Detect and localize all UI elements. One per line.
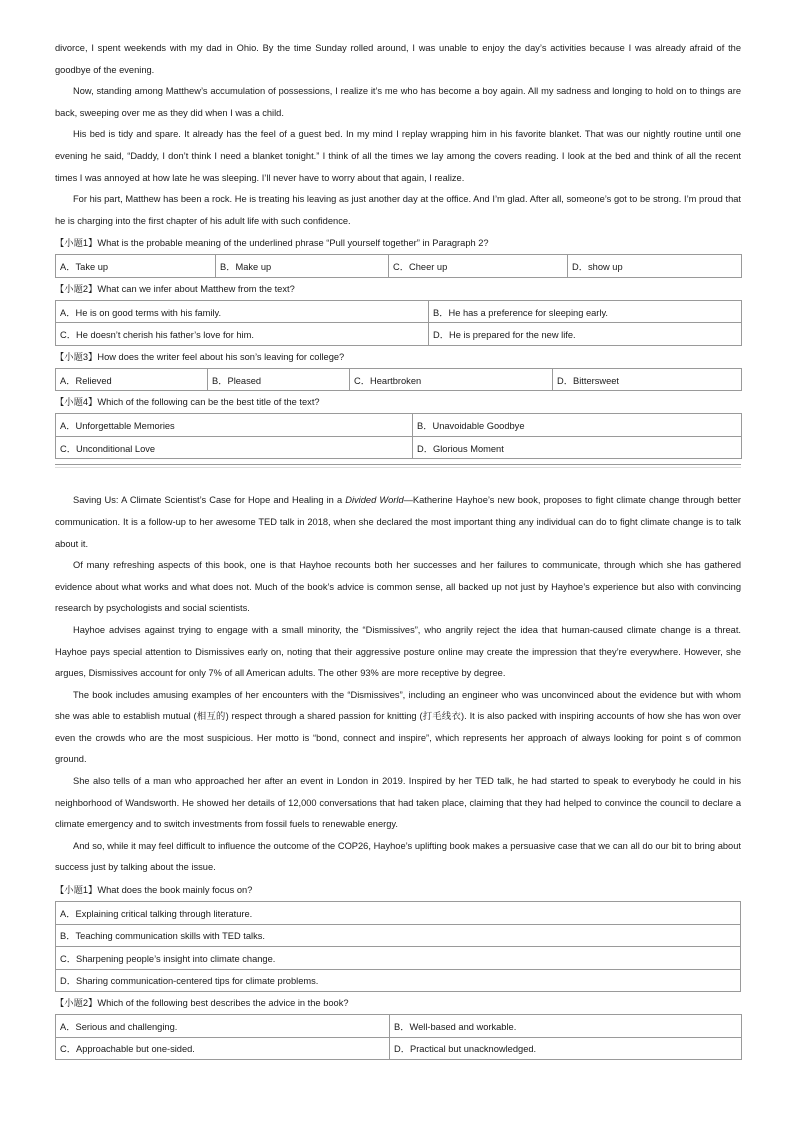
paragraph bbox=[55, 490, 741, 555]
option-b[interactable]: B．Well-based and workable. bbox=[390, 1015, 742, 1038]
italic-title-text: Divided World bbox=[345, 495, 404, 506]
question-stem: 【小题2】What can we infer about Matthew from the text? bbox=[55, 283, 295, 294]
option-c[interactable]: C．Unconditional Love bbox=[56, 436, 413, 459]
option-a[interactable]: A．He is on good terms with his family. bbox=[56, 300, 429, 323]
paragraph: And so, while it may feel difficult to influence the outcome of the COP26, Hayhoe’s uplifting book makes a persuasive case that we can all do our bit to bring about success just by talking about the issue. bbox=[55, 840, 741, 873]
options-table bbox=[55, 901, 741, 992]
paragraph-text: —Katherine Hayhoe’s new book, proposes to fight climate change through better communication. It is a follow-up to her awesome TED talk in 2018, when she declared the most important thing any individual can do to fight climate change is to talk about it. bbox=[55, 495, 741, 549]
option-d[interactable]: D．He is prepared for the new life. bbox=[429, 323, 742, 346]
option-b[interactable]: B．Teaching communication skills with TED talks. bbox=[56, 924, 741, 947]
paragraph: Now, standing among Matthew’s accumulation of possessions, I realize it’s me who has become a boy again. All my sadness and longing to hold on to things are back, sweeping over me as they did when I was a child. bbox=[55, 86, 741, 118]
options-table bbox=[55, 368, 742, 392]
option-d[interactable]: D．show up bbox=[568, 255, 742, 278]
options-table bbox=[55, 1014, 742, 1060]
option-b[interactable]: B．He has a preference for sleeping early. bbox=[429, 300, 742, 323]
option-b[interactable]: B．Make up bbox=[216, 255, 389, 278]
question-stem: 【小题1】What does the book mainly focus on? bbox=[55, 885, 253, 896]
option-c[interactable]: C．Cheer up bbox=[389, 255, 568, 278]
option-d[interactable]: D．Bittersweet bbox=[553, 368, 742, 391]
option-a[interactable]: A．Explaining critical talking through literature. bbox=[56, 902, 741, 925]
option-a[interactable]: A．Relieved bbox=[56, 368, 208, 391]
option-a[interactable]: A．Take up bbox=[56, 255, 216, 278]
question-stem: 【小题2】Which of the following best describes the advice in the book? bbox=[55, 998, 349, 1009]
options-table bbox=[55, 254, 742, 278]
option-a[interactable]: A．Serious and challenging. bbox=[56, 1015, 390, 1038]
paragraph: She also tells of a man who approached her after an event in London in 2019. Inspired by her TED talk, he had started to speak to everybody he could in his neighborhood of Wandsworth. He showed her details of 12,000 conversations that had taken place, claiming that they had helped to convince the council to declare a climate emergency and to switch investments from fossil fuels to renewable energy. bbox=[55, 776, 741, 830]
section-divider bbox=[55, 464, 741, 468]
options-table bbox=[55, 413, 742, 459]
option-d[interactable]: D．Sharing communication-centered tips for climate problems. bbox=[56, 969, 741, 992]
paragraph-text: Saving Us: A Climate Scientist’s Case for Hope and Healing in a bbox=[73, 495, 346, 506]
question-stem: 【小题1】What is the probable meaning of the underlined phrase “Pull yourself together” in Paragraph 2? bbox=[55, 238, 489, 249]
passage-1 bbox=[55, 38, 741, 459]
document-page bbox=[55, 38, 741, 1060]
option-c[interactable]: C．Sharpening people’s insight into climate change. bbox=[56, 947, 741, 970]
option-c[interactable]: C．Heartbroken bbox=[350, 368, 553, 391]
passage-2 bbox=[55, 490, 741, 1060]
option-d[interactable]: D．Glorious Moment bbox=[413, 436, 742, 459]
option-b[interactable]: B．Pleased bbox=[208, 368, 350, 391]
option-d[interactable]: D．Practical but unacknowledged. bbox=[390, 1037, 742, 1060]
question-stem: 【小题4】Which of the following can be the best title of the text? bbox=[55, 397, 320, 408]
option-c[interactable]: C．He doesn’t cherish his father’s love for him. bbox=[56, 323, 429, 346]
options-table bbox=[55, 300, 742, 346]
paragraph: divorce, I spent weekends with my dad in Ohio. By the time Sunday rolled around, I was unable to enjoy the day’s activities because I was already afraid of the goodbye of the evening. bbox=[55, 43, 741, 75]
paragraph: His bed is tidy and spare. It already has the feel of a guest bed. In my mind I replay wrapping him in his favorite blanket. That was our nightly routine until one evening he said, “Daddy, I don’t think I need a blanket tonight.” I think of all the times we lay among the covers reading. I look at the bed and think of all the recent times I was annoyed at how late he was sleeping. I’ll never have to worry about that again, I realize. bbox=[55, 129, 741, 183]
option-c[interactable]: C．Approachable but one-sided. bbox=[56, 1037, 390, 1060]
question-stem: 【小题3】How does the writer feel about his son’s leaving for college? bbox=[55, 351, 345, 362]
paragraph: Of many refreshing aspects of this book, one is that Hayhoe recounts both her successes and her failures to communicate, through which she has gathered evidence about what works and what does not. Much of the book’s advice is common sense, all backed up not just by Hayhoe’s experience but also with convincing research by psychologists and social scientists. bbox=[55, 560, 741, 614]
paragraph: The book includes amusing examples of her encounters with the “Dismissives”, including an engineer who was unconvinced about the evidence but with whom she was able to establish mutual (相互的) respect through a shared passion for knitting (打毛线衣). It is also packed with inspiring accounts of how she has won over even the crowds who are the most suspicious. Her motto is “bond, connect and inspire”, which represents her approach of always looking for point s of common ground. bbox=[55, 689, 741, 765]
option-a[interactable]: A．Unforgettable Memories bbox=[56, 414, 413, 437]
paragraph: Hayhoe advises against trying to engage with a small minority, the “Dismissives”, who angrily reject the idea that human-caused climate change is a threat. Hayhoe pays special attention to Dismissives early on, noting that their aggressive posture online may create the impression that they’re everywhere. However, she argues, Dismissives account for only 7% of all American adults. The other 93% are more receptive by degree. bbox=[55, 624, 741, 679]
option-b[interactable]: B．Unavoidable Goodbye bbox=[413, 414, 742, 437]
paragraph: For his part, Matthew has been a rock. He is treating his leaving as just another day at the office. And I’m glad. After all, someone’s got to be strong. I’m proud that he is charging into the first chapter of his adult life with such confidence. bbox=[55, 194, 741, 226]
